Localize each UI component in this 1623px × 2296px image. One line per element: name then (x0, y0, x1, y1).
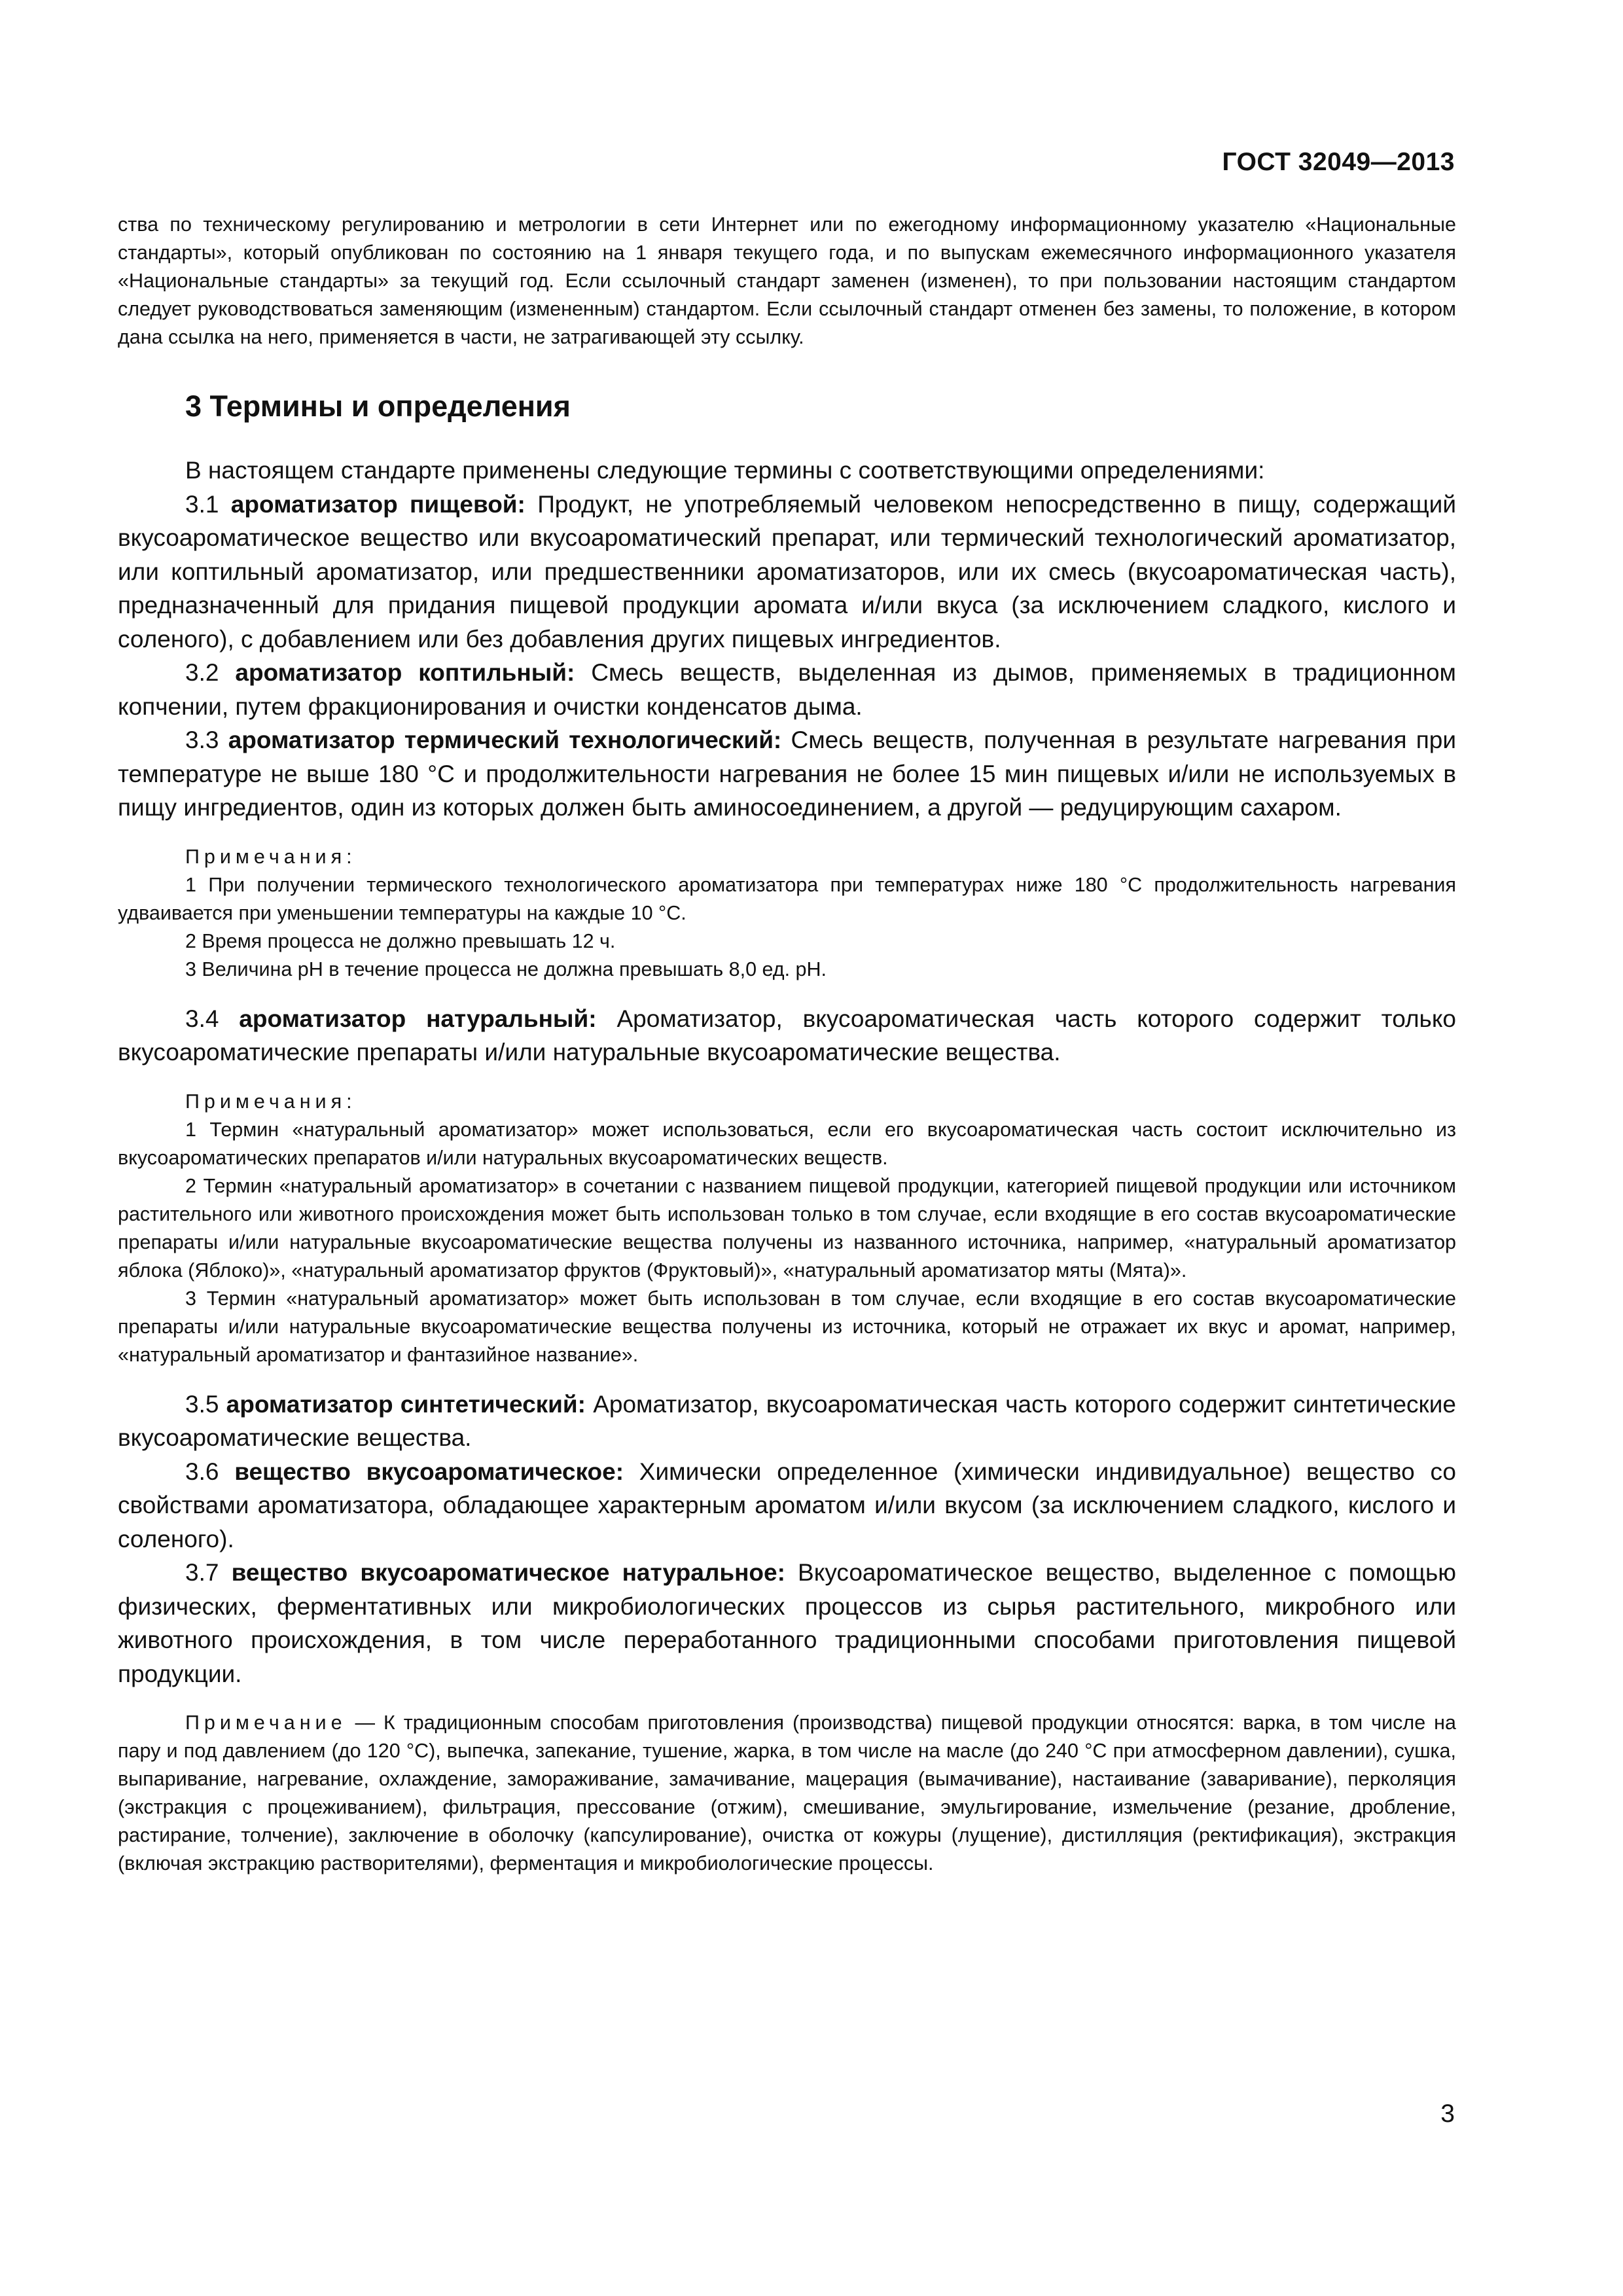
term-definition: Смесь веществ, полученная в результате нагревания при температуре не выше 180 °С и продолжительности нагревания не более 15 мин пищевых и/или не используемых в пищу ингредиентов, один из которых должен быть аминосоединением, а другой — редуцирующим сахаром. (118, 726, 1457, 821)
section-heading: 3 Термины и определения (185, 389, 571, 423)
term-definition: Ароматизатор, вкусоароматическая часть которого содержит синтетические вкусоароматические вещества. (118, 1390, 1456, 1451)
term-title: ароматизатор коптильный: (235, 659, 575, 686)
term-definition: Смесь веществ, выделенная из дымов, применяемых в традиционном копчении, путем фракционирования и очистки конденсатов дыма. (118, 659, 1456, 720)
term-number: 3.6 (185, 1458, 235, 1485)
note-3-7 (118, 1709, 1456, 1878)
intro-paragraph: ства по техническому регулированию и метрологии в сети Интернет или по ежегодному информационному указателю «Национальные стандарты», который опубликован по состоянию на 1 января текущего года, и по выпускам ежемесячного информационного указателя «Национальные стандарты» за текущий год. Если ссылочный стандарт заменен (изменен), то при пользовании настоящим стандартом следует руководствоваться заменяющим (измененным) стандартом. Если ссылочный стандарт отменен без замены, то положение, в котором дана ссылка на него, применяется в части, не затрагивающей эту ссылку. (118, 213, 1456, 348)
note-item: 1 При получении термического технологического ароматизатора при температурах ниже 180 °С продолжительность нагревания удваивается при уменьшении температуры на каждые 10 °С. (118, 873, 1456, 924)
term-3-4 (118, 1002, 1456, 1069)
term-definition: Вкусоароматическое вещество, выделенное с помощью физических, ферментативных или микробиологических процессов из сырья растительного, микробного или животного происхождения, в том числе переработанного традиционными способами приготовления пищевой продукции. (118, 1559, 1456, 1687)
term-3-3 (118, 723, 1456, 825)
term-number: 3.7 (185, 1559, 232, 1586)
note-item: 2 Время процесса не должно превышать 12 ч. (185, 929, 616, 952)
note-item: 3 Величина рН в течение процесса не должна превышать 8,0 ед. рН. (185, 958, 827, 980)
term-3-1 (118, 488, 1456, 656)
term-3-5 (118, 1388, 1456, 1455)
term-definition: Химически определенное (химически индивидуальное) вещество со свойствами ароматизатора, обладающее характерным ароматом и/или вкусом (за исключением сладкого, кислого и соленого). (118, 1458, 1456, 1552)
notes-label: Примечания: (185, 1090, 357, 1113)
notes-3-3 (118, 843, 1456, 984)
term-title: ароматизатор пищевой: (230, 490, 526, 518)
term-title: вещество вкусоароматическое: (234, 1458, 624, 1485)
term-number: 3.5 (185, 1390, 226, 1418)
term-number: 3.4 (185, 1005, 240, 1032)
note-text: — К традиционным способам приготовления (производства) пищевой продукции относятся: варка, в том числе на пару и под давлением (до 120 °С), выпечка, запекание, тушение, жарка, в том числе на масле (до 240 °С при атмосферном давлении), сушка, выпаривание, нагревание, охлаждение, замораживание, замачивание, мацерация (вымачивание), настаивание (заваривание), перколяция (экстракция с процеживанием), фильтрация, прессование (отжим), смешивание, эмульгирование, измельчение (резание, дробление, растирание, толчение), заключение в оболочку (капсулирование), очистка от кожуры (лущение), дистилляция (ректификация), экстракция (включая экстракцию растворителями), ферментация и микробиологические процессы. (118, 1712, 1456, 1874)
term-title: ароматизатор натуральный: (239, 1005, 597, 1032)
term-3-7 (118, 1556, 1456, 1691)
term-number: 3.2 (185, 659, 236, 686)
term-3-2 (118, 656, 1456, 723)
term-title: вещество вкусоароматическое натуральное: (231, 1559, 785, 1586)
note-item: 1 Термин «натуральный ароматизатор» может использоваться, если его вкусоароматическая часть состоит исключительно из вкусоароматических препаратов и/или натуральных вкусоароматических веществ. (118, 1118, 1456, 1169)
standard-code: ГОСТ 32049—2013 (1222, 148, 1455, 176)
term-3-6 (118, 1455, 1456, 1556)
note-item: 2 Термин «натуральный ароматизатор» в сочетании с названием пищевой продукции, категорией пищевой продукции или источником растительного или животного происхождения может быть использован только в том случае, если входящие в его состав вкусоароматические препараты и/или натуральные вкусоароматические вещества получены из названного источника, например, «натуральный ароматизатор яблока (Яблоко)», «натуральный ароматизатор фруктов (Фруктовый)», «натуральный ароматизатор мяты (Мята)». (118, 1174, 1456, 1282)
section-lead: В настоящем стандарте применены следующие термины с соответствующими определениями: (185, 457, 1265, 484)
term-title: ароматизатор термический технологический: (228, 726, 782, 753)
term-definition: Продукт, не употребляемый человеком непосредственно в пищу, содержащий вкусоароматическое вещество или вкусоароматический препарат, или термический технологический ароматизатор, или коптильный ароматизатор, или предшественники ароматизаторов, или их смесь (вкусоароматическая часть), предназначенный для придания пищевой продукции аромата и/или вкуса (за исключением сладкого, кислого и соленого), с добавлением или без добавления других пищевых ингредиентов. (118, 490, 1457, 653)
note-item: 3 Термин «натуральный ароматизатор» может быть использован в том случае, если входящие в его состав вкусоароматические препараты и/или натуральные вкусоароматические вещества получены из источника, который не отражает их вкус и аромат, например, «натуральный ароматизатор и фантазийное название». (118, 1287, 1456, 1366)
notes-label: Примечание (185, 1712, 347, 1734)
page-number: 3 (1440, 2100, 1455, 2128)
term-definition: Ароматизатор, вкусоароматическая часть которого содержит только вкусоароматические препараты и/или натуральные вкусоароматические вещества. (118, 1005, 1457, 1066)
notes-3-4 (118, 1088, 1456, 1369)
term-title: ароматизатор синтетический: (226, 1390, 586, 1418)
term-number: 3.1 (185, 490, 231, 518)
notes-label: Примечания: (185, 845, 357, 868)
term-number: 3.3 (185, 726, 228, 753)
page-content (118, 211, 1456, 1878)
